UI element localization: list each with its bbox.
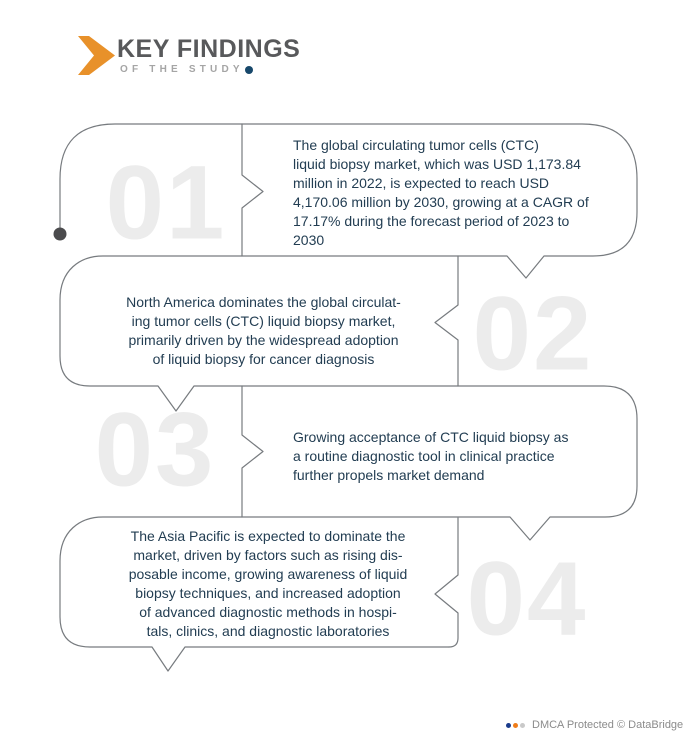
logo-arrow-icon xyxy=(76,34,118,78)
footer-dot-orange-icon xyxy=(513,723,518,728)
finding-number-1: 01 xyxy=(105,144,227,262)
finding-text-1 xyxy=(293,136,623,250)
finding-3-line: Growing acceptance of CTC liquid biopsy as xyxy=(293,429,569,445)
finding-1-line: 2030 xyxy=(293,232,325,248)
page-subtitle xyxy=(120,64,253,75)
finding-1-line: liquid biopsy market, which was USD 1,173.84 xyxy=(293,156,581,172)
connector-dot xyxy=(54,228,67,241)
finding-3-line: further propels market demand xyxy=(293,467,485,483)
finding-3-line: a routine diagnostic tool in clinical practice xyxy=(293,448,555,464)
subtitle-mark-icon xyxy=(245,66,253,74)
finding-number-4: 04 xyxy=(466,540,588,658)
copyright-text: DMCA Protected © DataBridge xyxy=(532,719,684,731)
finding-text-3 xyxy=(293,428,623,485)
finding-4-line: of advanced diagnostic methods in hospi- xyxy=(139,604,397,620)
finding-2-line: of liquid biopsy for cancer diagnosis xyxy=(152,351,375,367)
finding-4-line: The Asia Pacific is expected to dominate the xyxy=(130,528,406,544)
finding-text-4 xyxy=(63,527,473,641)
finding-1-line: The global circulating tumor cells (CTC) xyxy=(293,137,539,153)
page-title: KEY FINDINGS xyxy=(117,35,301,63)
finding-4-line: biopsy techniques, and increased adoption xyxy=(135,585,401,601)
finding-1-line: 17.17% during the forecast period of 2023 to xyxy=(293,213,570,229)
divider-3-chevron-right xyxy=(242,386,263,517)
finding-number-3: 03 xyxy=(94,391,216,509)
finding-4-line: posable income, growing awareness of liquid xyxy=(128,566,408,582)
finding-1-line: million in 2022, is expected to reach USD xyxy=(293,175,550,191)
finding-1-line: 4,170.06 million by 2030, growing at a CAGR of xyxy=(293,194,589,210)
finding-number-2: 02 xyxy=(472,275,594,393)
finding-text-2 xyxy=(60,293,467,369)
footer-dot-gray-icon xyxy=(520,723,525,728)
finding-4-line: market, driven by factors such as rising dis- xyxy=(133,547,403,563)
finding-2-line: North America dominates the global circulat- xyxy=(126,294,401,310)
footer-dot-blue-icon xyxy=(506,723,511,728)
footer xyxy=(506,719,683,731)
finding-4-line: tals, clinics, and diagnostic laboratories xyxy=(146,623,390,639)
page-subtitle-text: OF THE STUDY xyxy=(120,64,244,75)
finding-2-line: primarily driven by the widespread adoption xyxy=(128,332,399,348)
divider-1-chevron-right xyxy=(242,124,263,256)
finding-2-line: ing tumor cells (CTC) liquid biopsy market, xyxy=(131,313,396,329)
